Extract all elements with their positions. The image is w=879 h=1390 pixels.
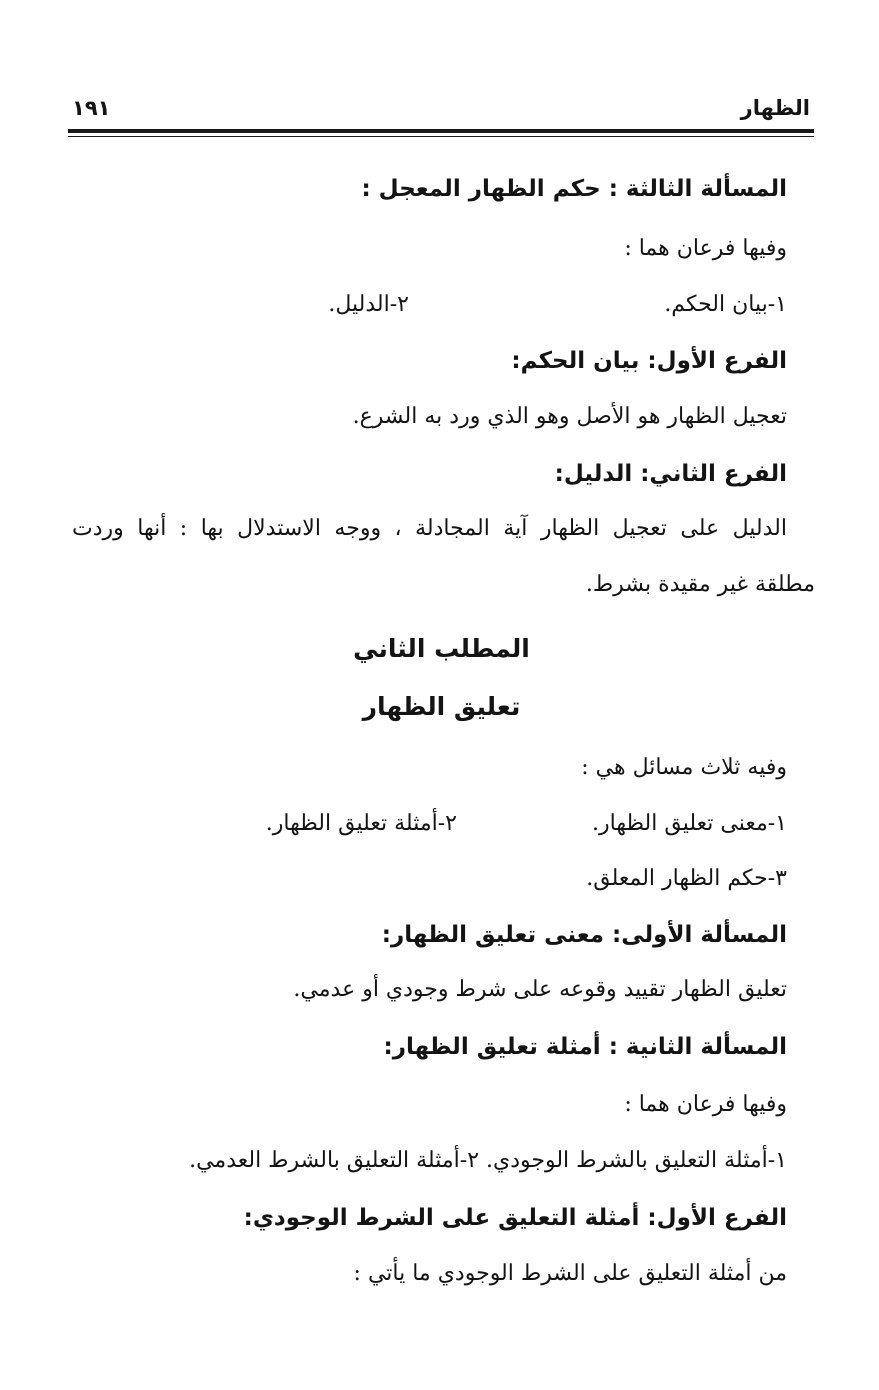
mas2-items: ١-أمثلة التعليق بالشرط الوجودي. ٢-أمثلة التعليق بالشرط العدمي. <box>189 1148 787 1173</box>
mas1-text: تعليق الظهار تقييد وقوعه على شرط وجودي أو عدمي. <box>293 977 787 1002</box>
page-number: ١٩١ <box>72 96 111 120</box>
mas3-intro: وفيها فرعان هما : <box>624 236 787 261</box>
mas3-item-2: ٢-الدليل. <box>328 292 409 317</box>
far2-text-line-2: مطلقة غير مقيدة بشرط. <box>585 572 815 597</box>
far2-text-line-1: الدليل على تعجيل الظهار آية المجادلة ، ووجه الاستدلال بها : أنها وردت <box>72 516 787 541</box>
matlab-item-3: ٣-حكم الظهار المعلق. <box>586 866 787 891</box>
far1b-text: من أمثلة التعليق على الشرط الوجودي ما يأتي : <box>353 1261 787 1286</box>
matlab-item-1: ١-معنى تعليق الظهار. <box>592 811 787 836</box>
matlab-item-2: ٢-أمثلة تعليق الظهار. <box>265 811 457 836</box>
far1-text: تعجيل الظهار هو الأصل وهو الذي ورد به الشرع. <box>352 404 787 429</box>
section-heading-mas3: المسألة الثالثة : حكم الظهار المعجل : <box>361 176 787 202</box>
section-heading-far1b: الفرع الأول: أمثلة التعليق على الشرط الوجودي: <box>243 1205 787 1231</box>
section-heading-mas1: المسألة الأولى: معنى تعليق الظهار: <box>381 922 787 948</box>
mas2-intro: وفيها فرعان هما : <box>624 1092 787 1117</box>
mas3-item-1: ١-بيان الحكم. <box>664 292 787 317</box>
matlab-intro: وفيه ثلاث مسائل هي : <box>581 755 787 780</box>
section-heading-mas2: المسألة الثانية : أمثلة تعليق الظهار: <box>383 1034 787 1060</box>
running-title: الظهار <box>740 96 810 120</box>
header-rule-thin <box>68 136 814 137</box>
matlab-subtitle: تعليق الظهار <box>362 692 521 721</box>
page-header <box>68 96 812 126</box>
header-rule-thick <box>68 129 814 133</box>
section-heading-far1: الفرع الأول: بيان الحكم: <box>511 348 787 374</box>
section-heading-far2: الفرع الثاني: الدليل: <box>554 461 787 487</box>
matlab-title: المطلب الثاني <box>353 634 530 663</box>
